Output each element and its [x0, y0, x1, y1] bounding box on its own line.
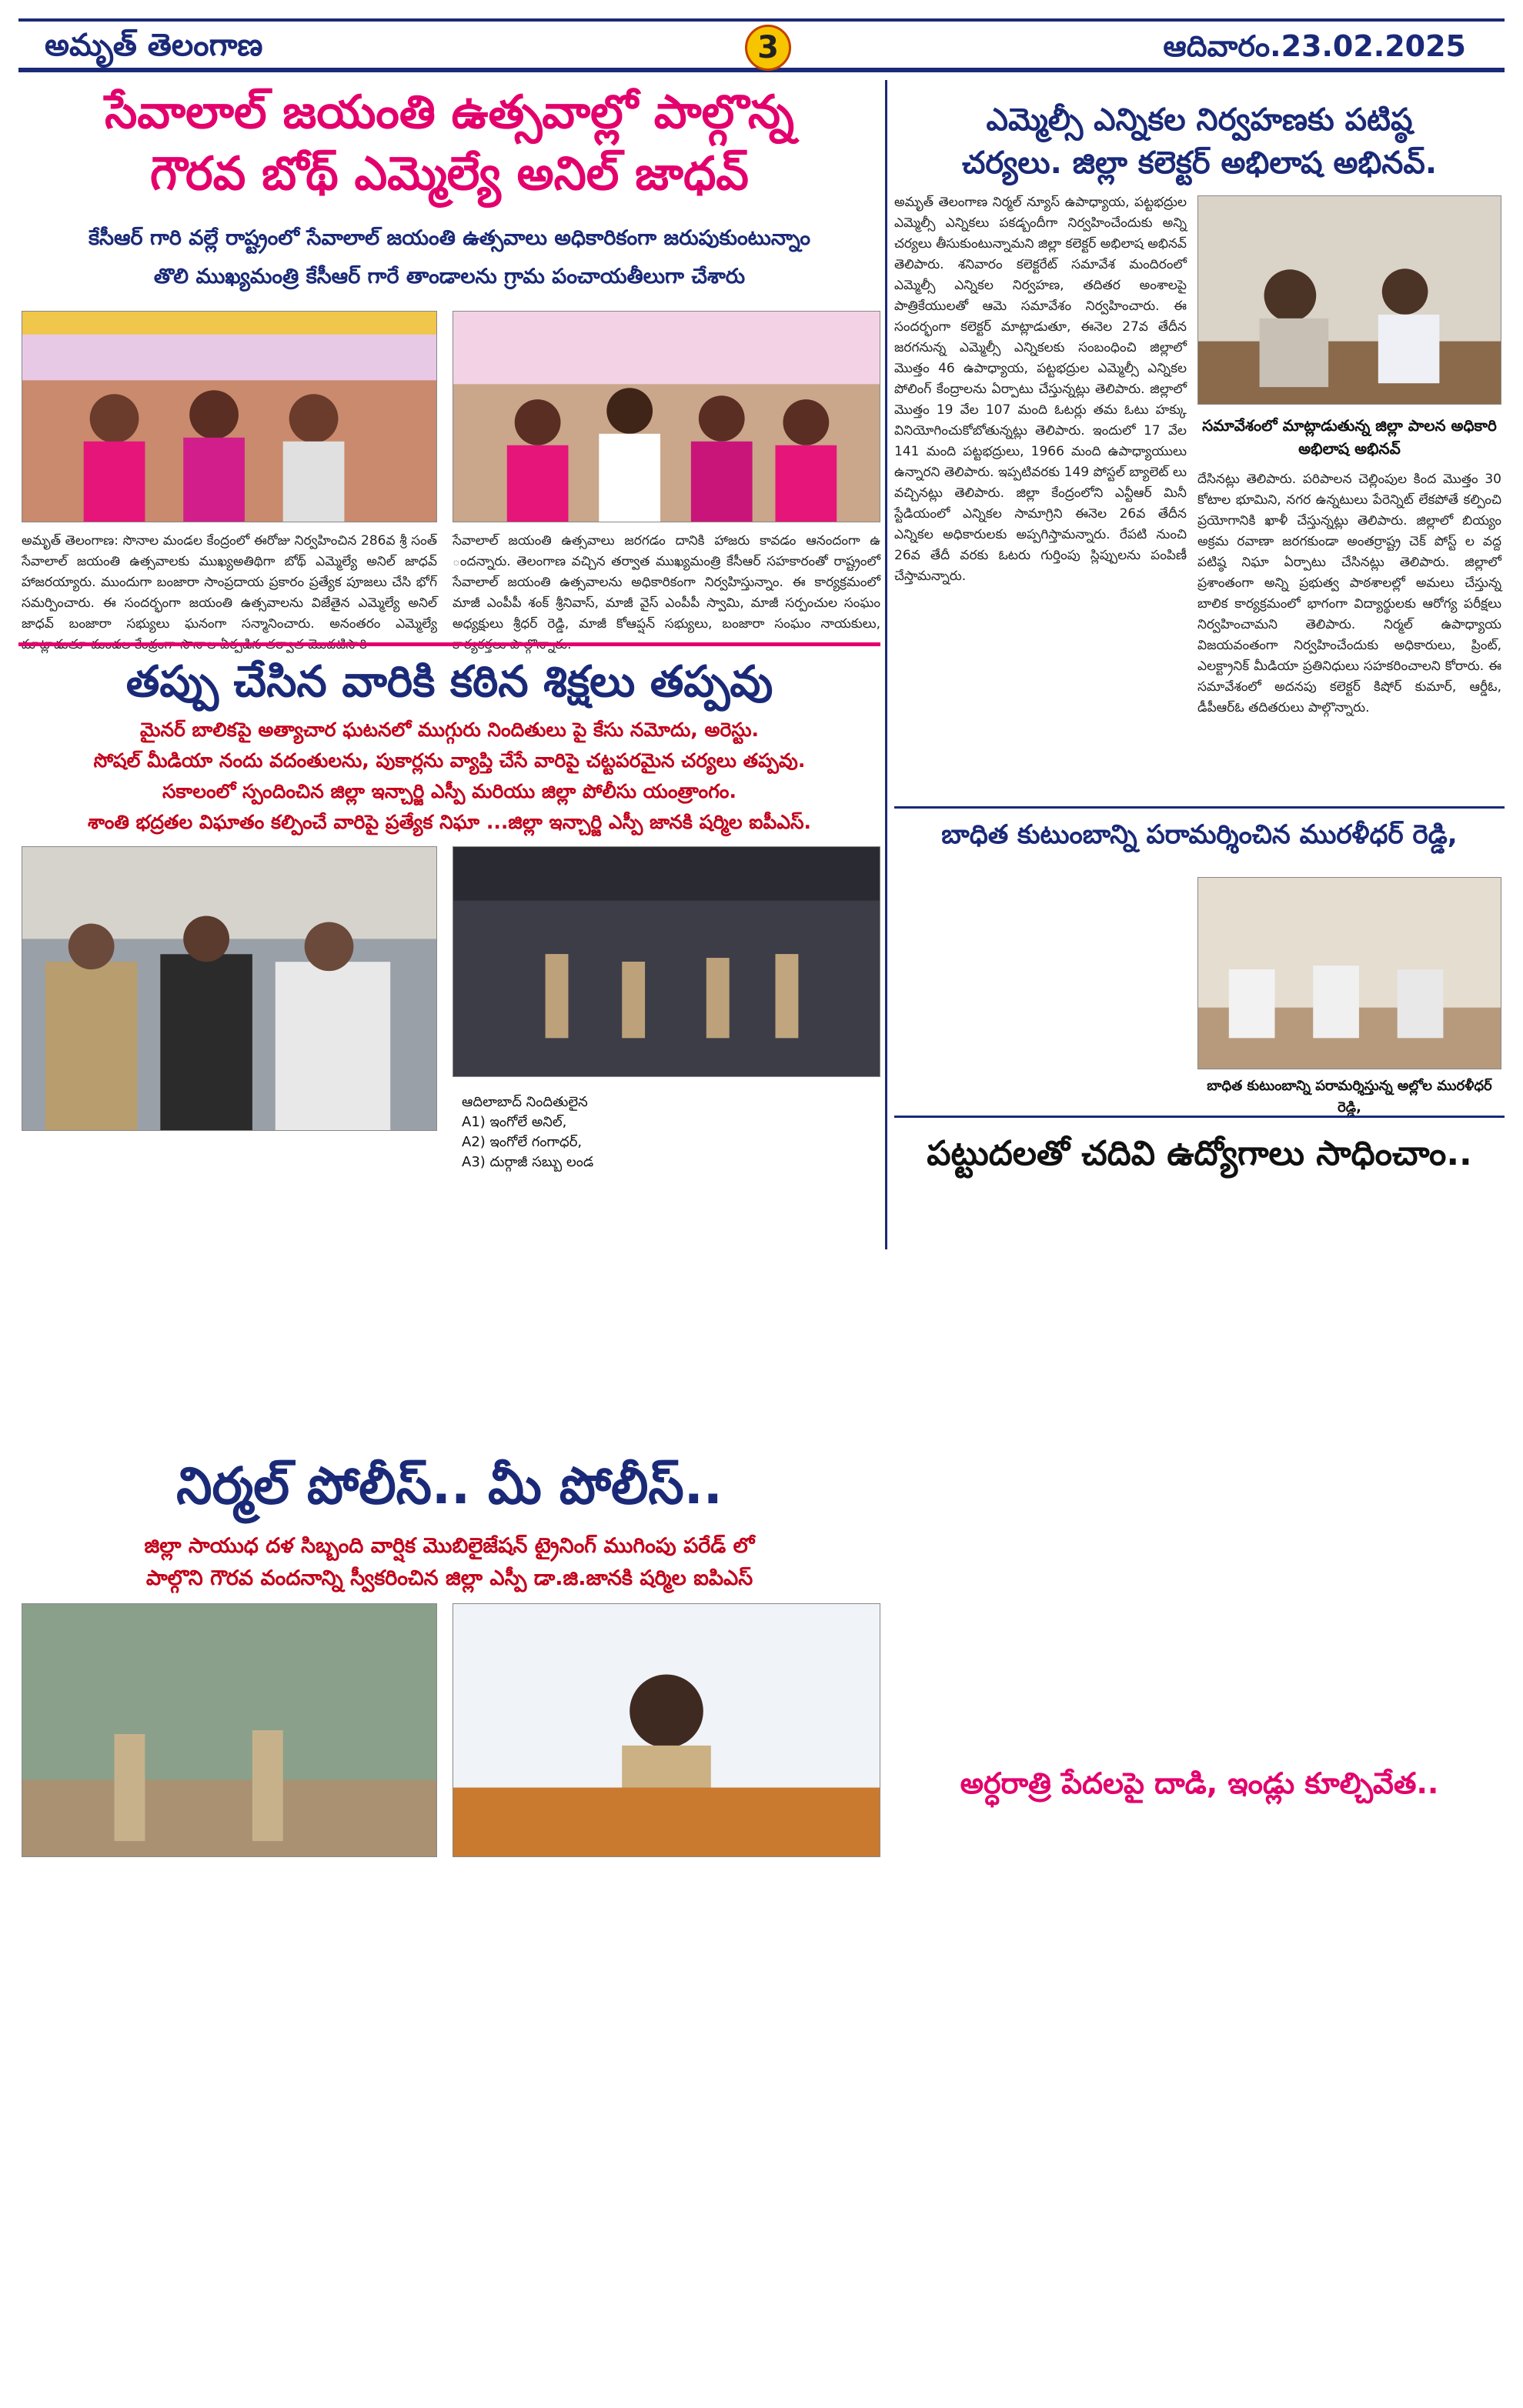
masthead — [18, 18, 1505, 72]
accused-title: ఆదిలాబాద్ నిందితులైన — [462, 1094, 588, 1110]
story1-subheading-2: తొలి ముఖ్యమంత్రి కేసీఆర్ గారే తాండాలను గ్రామ పంచాయతీలుగా చేశారు — [153, 265, 746, 288]
story3-accused-list — [462, 1092, 877, 1172]
paper-name: అమృత్ తెలంగాణ — [45, 28, 263, 63]
story3-subheading-1: మైనర్ బాలికపై అత్యాచార ఘటనలో ముగ్గురు నిందితులు పై కేసు నమోదు, అరెస్టు. — [140, 719, 759, 741]
story4-photo-caption: బాధిత కుటుంబాన్ని పరామర్శిస్తున్న అల్లోల మురళీధర్ రెడ్డి, — [1207, 1078, 1492, 1116]
story4-photo — [1197, 877, 1501, 1069]
story2-body-col1: అమృత్ తెలంగాణ నిర్మల్ న్యూస్ ఉపాధ్యాయ, పట్టభద్రుల ఎమ్మెల్సీ ఎన్నికలు పకడ్బందీగా నిర్వహించేందుకు అన్ని చర్యలు తీసుకుంటున్నామని జిల్లా కలెక్టర్ అభిలాష అభినవ్ తెలిపారు. శనివారం కలెక్టరేట్ సమావేశ మందిరంలో ఎమ్మెల్సీ ఎన్నికల నిర్వహణ, తదితర అంశాలపై పాత్రికేయులతో ఆమె సమావేశం నిర్వహించారు. ఈ సందర్భంగా కలెక్టర్ మాట్లాడుతూ, ఈనెల 27వ తేదీన జరగనున్న ఎమ్మెల్సీ ఎన్నికలకు సంబంధించి జిల్లాలో మొత్తం 46 ఉపాధ్యాయ, పట్టభద్రుల ఎమ్మెల్సీ ఎన్నికల పోలింగ్ కేంద్రాలను ఏర్పాటు చేస్తున్నట్లు తెలిపారు. జిల్లాలో మొత్తం 19 వేల 107 మంది ఓటర్లు తమ ఓటు హక్కు వినియోగించుకోబోతున్నట్లు తెలిపారు. ఇందులో 17 వేల 141 మంది పట్టభద్రులు, 1966 మంది ఉపాధ్యాయులు ఉన్నారని తెలిపారు. ఇప్పటివరకు 149 పోస్టల్ బ్యాలెట్ లు వచ్చినట్లు తెలిపారు. జిల్లా కేంద్రంలోని ఎన్టీఆర్ మినీ స్టేడియంలో ఎన్నికల సామాగ్రిని ఈనెల 26వ తేదీన ఎన్నికల అధికారులకు అప్పగిస్తామన్నారు. రేపటి నుంచి 26వ తేదీ వరకు ఓటరు గుర్తింపు స్లిప్పులను పంపిణీ చేస్తామన్నారు. — [894, 195, 1187, 584]
story2-body-col2: దేసినట్లు తెలిపారు. పరిపాలన చెల్లింపుల కింద మొత్తం 30 కోటాల భూమిని, నగర ఉన్నటులు పేరెన్నిట్ లేకపోతే కల్పించి ప్రయోగానికి ఖాళీ చేస్తున్నట్లు తెలిపారు. జిల్లాలో బియ్యం అక్రమ రవాణా జరగకుండా అంతర్రాష్ట్ర చెక్ పోస్ట్ ల వద్ద పటిష్ఠ నిఘా ఏర్పాటు చేసినట్లు తెలిపారు. జిల్లాలో ప్రశాంతంగా అన్ని ప్రభుత్వ పాఠశాలల్లో అమలు చేస్తున్న బాలిక కార్యక్రమంలో భాగంగా విద్యార్థులకు ఆరోగ్య పరీక్షలు నిర్వహించామని తెలిపారు. నిర్మల్ ఉపాధ్యాయ విజయవంతంగా నిర్వహించేందుకు అధికారులు, ప్రింట్, ఎలక్ట్రానిక్ మీడియా ప్రతినిధులు సహకరించాలని కోరారు. ఈ సమావేశంలో అదనపు కలెక్టర్ కిషోర్ కుమార్, ఆర్డీఓ, డీపీఆర్ఓ తదితరులు పాల్గొన్నారు. — [1197, 472, 1501, 715]
story6-headline: నిర్మల్ పోలీస్.. మీ పోలీస్.. — [176, 1456, 723, 1516]
story2-divider — [894, 806, 1505, 809]
story1-photo-right — [453, 311, 880, 522]
story1-subheading-1: కేసీఆర్ గారి వల్లే రాష్ట్రంలో సేవాలాల్ జయంతి ఉత్సవాలు అధికారికంగా జరుపుకుంటున్నాం — [88, 226, 811, 250]
story7-headline: అర్ధరాత్రి పేదలపై దాడి, ఇండ్లు కూల్చివేత.. — [960, 1766, 1439, 1800]
story6-photo-left — [22, 1603, 437, 1857]
story1-headline-line2: గౌరవ బోథ్ ఎమ్మెల్యే అనిల్ జాధవ్ — [150, 147, 749, 201]
story3-headline: తప్పు చేసిన వారికి కఠిన శిక్షలు తప్పవు — [125, 657, 773, 707]
story3-photo-left — [22, 846, 437, 1131]
accused-3: A3) దుర్గాజీ సబ్బు లండ — [462, 1154, 594, 1170]
story5-headline: పట్టుదలతో చదివి ఉద్యోగాలు సాధించాం.. — [927, 1134, 1472, 1173]
story1-divider — [18, 642, 880, 646]
issue-date: ఆదివారం.23.02.2025 — [1163, 29, 1466, 63]
story2-photo-caption: సమావేశంలో మాట్లాడుతున్న జిల్లా పాలన అధికారి అభిలాష అభినవ్ — [1202, 416, 1497, 458]
story1-body-col2: సేవాలాల్ జయంతి ఉత్సవాలు జరగడం దానికి హాజరు కావడం ఆనందంగా ఉ ందన్నారు. తెలంగాణ వచ్చిన తర్వాత ముఖ్యమంత్రి కేసీఆర్ సహకారంతో రాష్ట్రంలో సేవాలాల్ జయంతి ఉత్సవాలను అధికారికంగా నిర్వహిస్తున్నాం. ఈ కార్యక్రమంలో మాజీ ఎంపీపీ శంక్ శ్రీనివాస్, మాజీ వైస్ ఎంపీపీ స్వామి, మాజీ సర్పంచుల సంఘం అధ్యక్షులు శ్రీధర్ రెడ్డి, మాజీ కోఆప్షన్ సభ్యులు, బంజారా సంఘం నాయకులు, — [453, 533, 880, 632]
story2-headline-line1: ఎమ్మెల్సీ ఎన్నికల నిర్వహణకు పటిష్ఠ — [986, 102, 1413, 138]
story1-body-col1: అమృత్ తెలంగాణ: సొనాల మండల కేంద్రంలో ఈరోజు నిర్వహించిన 286వ శ్రీ సంత్ సేవాలాల్ జయంతి ఉత్సవాలకు ముఖ్యఅతిథిగా బోథ్ ఎమ్మెల్యే అనిల్ జాధవ్ హాజరయ్యారు. ముందుగా బంజారా సాంప్రదాయ ప్రకారం ప్రత్యేక పూజలు చేసి భోగ్ సమర్పించారు. ఈ సందర్భంగా జయంతి ఉత్సవాలను విజేతైన ఎమ్మెల్యే అనిల్ జాధవ్ బంజారా సభ్యులు ఘనంగా సన్మానించారు. అనంతరం ఎమ్మెల్యే — [22, 533, 437, 632]
story6-photo-right — [453, 1603, 880, 1857]
story3-subheading-2: సోషల్ మీడియా నందు వదంతులను, పుకార్లను వ్యాప్తి చేసే వారిపై చట్టపరమైన చర్యలు తప్పవు. — [93, 749, 806, 772]
page-number-badge: 3 — [745, 25, 791, 71]
story1-photo-left — [22, 311, 437, 522]
story2-headline-line2: చర్యలు. జిల్లా కలెక్టర్ అభిలాష అభినవ్. — [961, 145, 1438, 181]
accused-1: A1) ఇంగోలే అనిల్, — [462, 1114, 567, 1130]
accused-2: A2) ఇంగోలే గంగాధర్, — [462, 1134, 583, 1150]
story2-photo — [1197, 195, 1501, 405]
story6-subheading-1: జిల్లా సాయుధ దళ సిబ్బంది వార్షిక మొబిలైజేషన్ ట్రైనింగ్ ముగింపు పరేడ్ లో — [144, 1534, 755, 1558]
story3-subheading-4: శాంతి భద్రతల విఘాతం కల్పించే వారిపై ప్రత్యేక నిఘా ...జిల్లా ఇన్చార్జి ఎస్పీ జానకి షర్మిల ఐపీఎస్. — [87, 811, 812, 833]
story6-subheading-2: పాల్గొని గౌరవ వందనాన్ని స్వీకరించిన జిల్లా ఎస్పీ డా.జి.జానకి షర్మిల ఐపిఎస్ — [145, 1566, 753, 1590]
story3-photo-right — [453, 846, 880, 1077]
story1-headline-line1: సేవాలాల్ జయంతి ఉత్సవాల్లో పాల్గొన్న — [105, 85, 794, 139]
story4-divider — [894, 1116, 1505, 1118]
story4-headline: బాధిత కుటుంబాన్ని పరామర్శించిన మురళీధర్ రెడ్డి, — [941, 819, 1458, 850]
story3-subheading-3: సకాలంలో స్పందించిన జిల్లా ఇన్చార్జి ఎస్పీ మరియు జిల్లా పోలీసు యంత్రాంగం. — [162, 780, 736, 802]
column-divider — [885, 80, 887, 1249]
